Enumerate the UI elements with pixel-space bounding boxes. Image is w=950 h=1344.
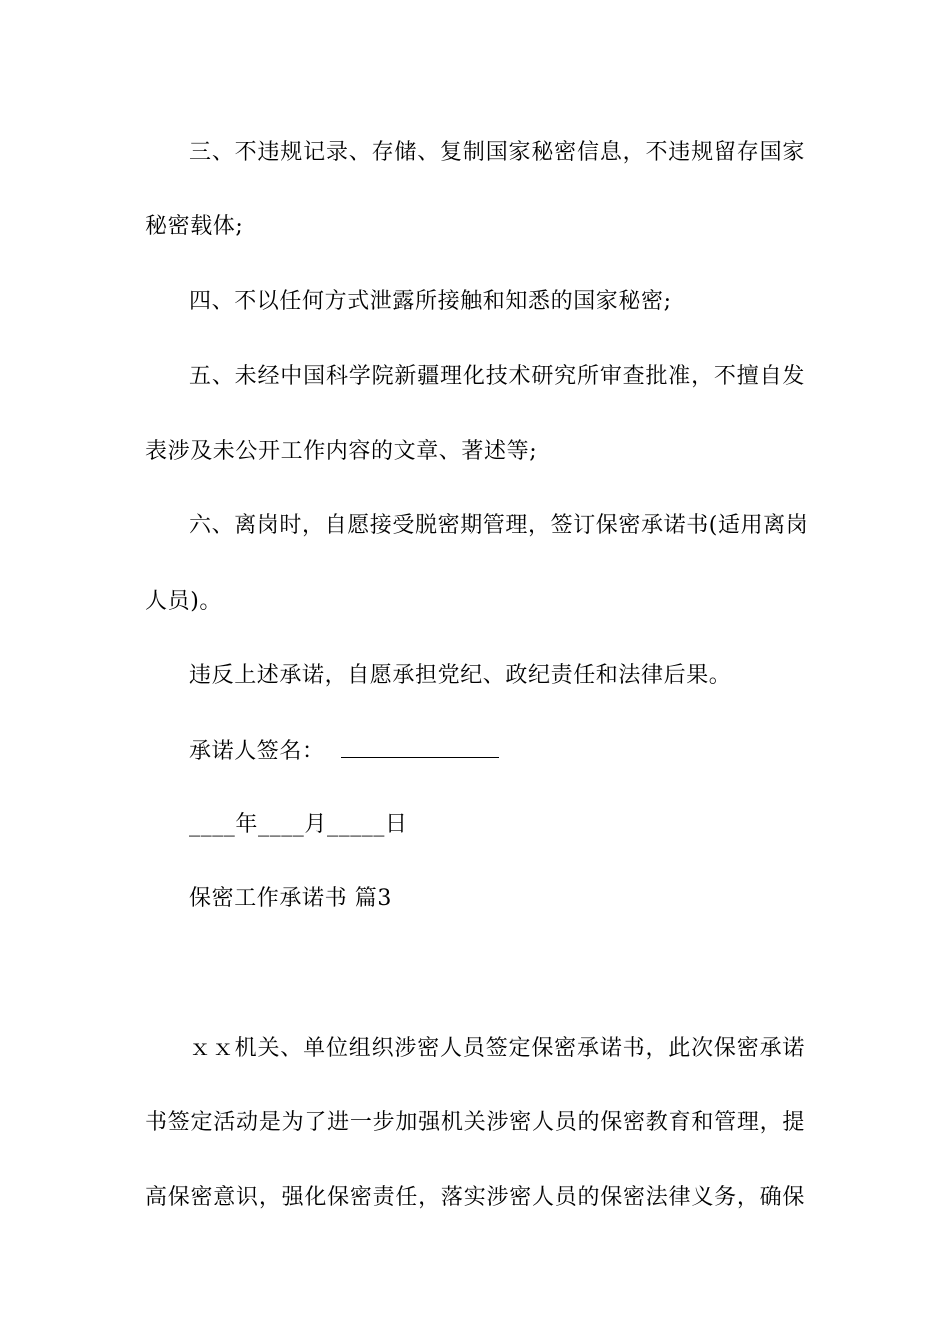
- clause-6-line-2: 人员)。: [145, 589, 222, 614]
- signature-blank: [341, 735, 499, 758]
- clause-3-line-2: 秘密载体;: [145, 214, 244, 239]
- body-line-3: 高保密意识，强化保密责任，落实涉密人员的保密法律义务，确保: [145, 1185, 805, 1210]
- clause-6-line-1: 六、离岗时，自愿接受脱密期管理，签订保密承诺书(适用离岗: [189, 513, 809, 538]
- section-title: 保密工作承诺书 篇3: [189, 886, 392, 911]
- clause-5-line-1: 五、未经中国科学院新疆理化技术研究所审查批准，不擅自发: [189, 364, 805, 389]
- signature-label: 承诺人签名：: [189, 739, 325, 764]
- violation-statement: 违反上述承诺，自愿承担党纪、政纪责任和法律后果。: [189, 663, 732, 688]
- clause-3-line-1: 三、不违规记录、存储、复制国家秘密信息，不违规留存国家: [189, 140, 805, 165]
- body-line-2: 书签定活动是为了进一步加强机关涉密人员的保密教育和管理，提: [145, 1110, 805, 1135]
- clause-4: 四、不以任何方式泄露所接触和知悉的国家秘密;: [189, 289, 672, 314]
- clause-5-line-2: 表涉及未公开工作内容的文章、著述等;: [145, 439, 538, 464]
- signature-row: [189, 735, 805, 767]
- body-line-1: ｘｘ机关、单位组织涉密人员签定保密承诺书，此次保密承诺: [189, 1036, 805, 1061]
- date-line: ____年____月_____日: [189, 812, 408, 837]
